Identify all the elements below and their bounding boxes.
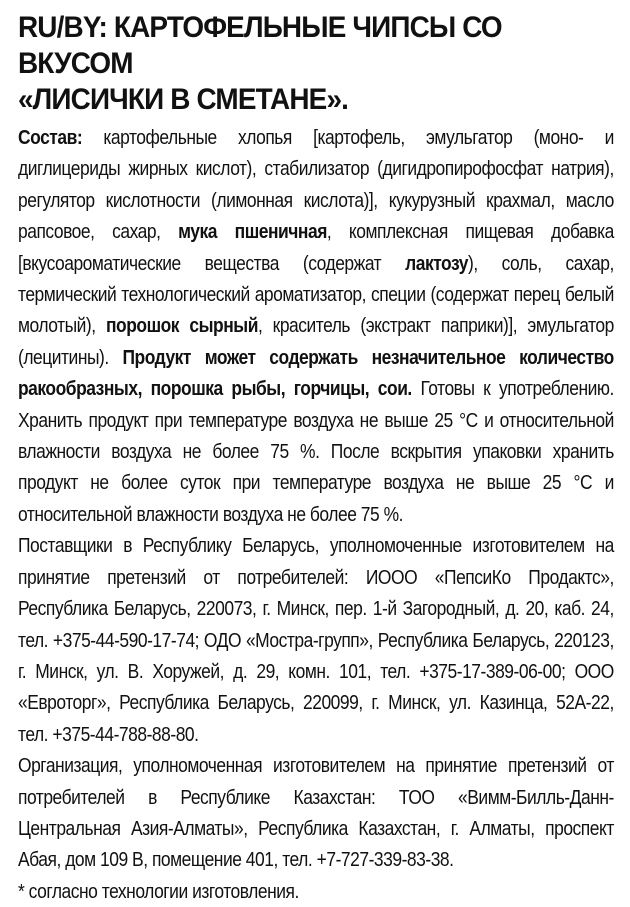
composition-text-1: картофельные хлопья [картофель, эмульгатор (моно- и диглицериды жирных кислот), стабилизатор (дигидропирофосфат натрия), регулятор кислотности (лимонная кислота)], кукурузный крахмал, масло рапсовое, сахар,: [18, 126, 614, 244]
title-line-1: RU/BY: КАРТОФЕЛЬНЫЕ ЧИПСЫ СО ВКУСОМ: [18, 11, 502, 80]
product-label: [18, 10, 614, 907]
suppliers-belarus-paragraph: Поставщики в Республику Беларусь, уполномоченные изготовителем на принятие претензий от потребителей: ИООО «ПепсиКо Продактс», Республика Беларусь, 220073, г. Минск, пер. 1-й Загородный, д. 20, каб. 24, тел. +375-44-590-17-74; ОДО «Мостра-групп», Республика Беларусь, 220123, г. Минск, ул. В. Хоружей, д. 29, комн. 101, тел. +375-17-389-06-00; ООО «Евроторг», Республика Беларусь, 220099, г. Минск, ул. Казинца, 52А-22, тел. +375-44-788-88-80.: [18, 534, 614, 746]
organization-kazakhstan-paragraph: Организация, уполномоченная изготовителем на принятие претензий от потребителей в Республике Казахстан: ТОО «Вимм-Билль-Данн-Центральная Азия-Алматы», Республика Казахстан, г. Алматы, проспект Абая, дом 109 В, помещение 401, тел. +7-727-339-83-38.: [18, 754, 614, 872]
allergen-cheese-powder: порошок сырный: [105, 314, 258, 338]
composition-label: Состав:: [18, 126, 83, 149]
allergen-wheat-flour: мука пшеничная: [178, 220, 327, 244]
composition-paragraph: [18, 122, 614, 530]
storage-instructions: Готовы к употреблению. Хранить продукт при температуре воздуха не выше 25 °С и относительной влажности воздуха не более 75 %. После вскрытия упаковки хранить продукт не более суток при температуре воздуха не выше 25 °С и относительной влажности воздуха не более 75 %.: [18, 377, 614, 526]
product-title: [18, 10, 613, 118]
composition-text-2: , комплексная пищевая добавка [вкусоароматические вещества (содержат: [18, 220, 614, 275]
allergen-lactose: лактозу: [405, 251, 468, 275]
composition-text-4: , краситель (экстракт паприки)], эмульгатор (лецитины).: [18, 314, 614, 369]
title-line-2: «ЛИСИЧКИ В СМЕТАНЕ».: [18, 83, 349, 116]
allergen-warning: Продукт может содержать незначительное количество ракообразных, порошка рыбы, горчицы, сои.: [18, 345, 614, 401]
composition-text-3: ), соль, сахар, термический технологический ароматизатор, специи (содержат перец белый молотый),: [18, 251, 614, 338]
footnote: * согласно технологии изготовления.: [18, 879, 299, 903]
label-body: [18, 122, 614, 907]
